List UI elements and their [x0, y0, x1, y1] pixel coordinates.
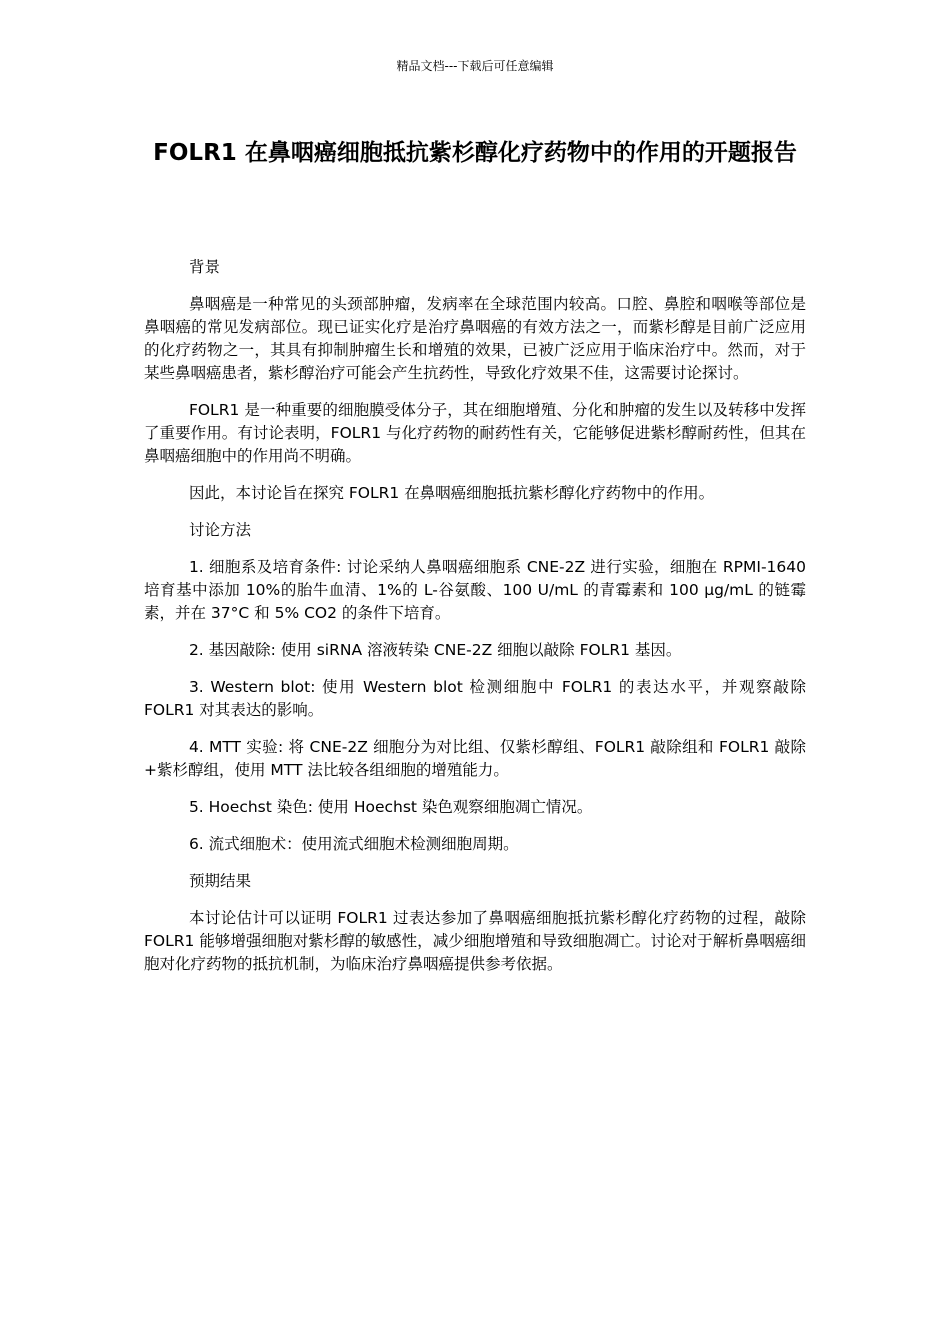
page-header: 精品文档---下载后可任意编辑: [396, 59, 554, 73]
method-item-3: 3. Western blot: 使用 Western blot 检测细胞中 FOLR1 的表达水平，并观察敲除 FOLR1 对其表达的影响。: [144, 678, 806, 719]
method-item-2: 2. 基因敲除: 使用 siRNA 溶液转染 CNE-2Z 细胞以敲除 FOLR1 基因。: [188, 641, 682, 659]
method-item-4: 4. MTT 实验: 将 CNE-2Z 细胞分为对比组、仅紫杉醇组、FOLR1 敲除组和 FOLR1 敲除+紫杉醇组，使用 MTT 法比较各组细胞的增殖能力。: [144, 738, 806, 779]
document-title: FOLR1 在鼻咽癌细胞抵抗紫杉醇化疗药物中的作用的开题报告: [153, 140, 797, 166]
document-body: [144, 256, 806, 990]
section-heading-background: 背景: [188, 258, 220, 276]
section-heading-methods: 讨论方法: [188, 521, 251, 539]
background-paragraph-2: FOLR1 是一种重要的细胞膜受体分子，其在细胞增殖、分化和肿瘤的发生以及转移中发挥了重要作用。有讨论表明，FOLR1 与化疗药物的耐药性有关，它能够促进紫杉醇耐药性，但其在鼻咽癌细胞中的作用尚不明确。: [144, 401, 806, 465]
results-paragraph-1: 本讨论估计可以证明 FOLR1 过表达参加了鼻咽癌细胞抵抗紫杉醇化疗药物的过程，敲除 FOLR1 能够增强细胞对紫杉醇的敏感性，减少细胞增殖和导致细胞凋亡。讨论对于解析鼻咽癌细胞对化疗药物的抵抗机制，为临床治疗鼻咽癌提供参考依据。: [144, 909, 806, 973]
method-item-5: 5. Hoechst 染色: 使用 Hoechst 染色观察细胞凋亡情况。: [188, 798, 593, 816]
method-item-6: 6. 流式细胞术：使用流式细胞术检测细胞周期。: [188, 835, 519, 853]
method-item-1: 1. 细胞系及培育条件: 讨论采纳人鼻咽癌细胞系 CNE-2Z 进行实验，细胞在 RPMI-1640 培育基中添加 10%的胎牛血清、1%的 L-谷氨酸、100 U/mL 的青霉素和 100 μg/mL 的链霉素，并在 37°C 和 5% CO2 的条件下培育。: [144, 558, 806, 622]
section-heading-results: 预期结果: [188, 872, 251, 890]
background-paragraph-1: 鼻咽癌是一种常见的头颈部肿瘤，发病率在全球范围内较高。口腔、鼻腔和咽喉等部位是鼻咽癌的常见发病部位。现已证实化疗是治疗鼻咽癌的有效方法之一，而紫杉醇是目前广泛应用的化疗药物之一，其具有抑制肿瘤生长和增殖的效果，已被广泛应用于临床治疗中。然而，对于某些鼻咽癌患者，紫杉醇治疗可能会产生抗药性，导致化疗效果不佳，这需要讨论探讨。: [144, 295, 806, 382]
background-paragraph-3: 因此，本讨论旨在探究 FOLR1 在鼻咽癌细胞抵抗紫杉醇化疗药物中的作用。: [188, 484, 715, 502]
